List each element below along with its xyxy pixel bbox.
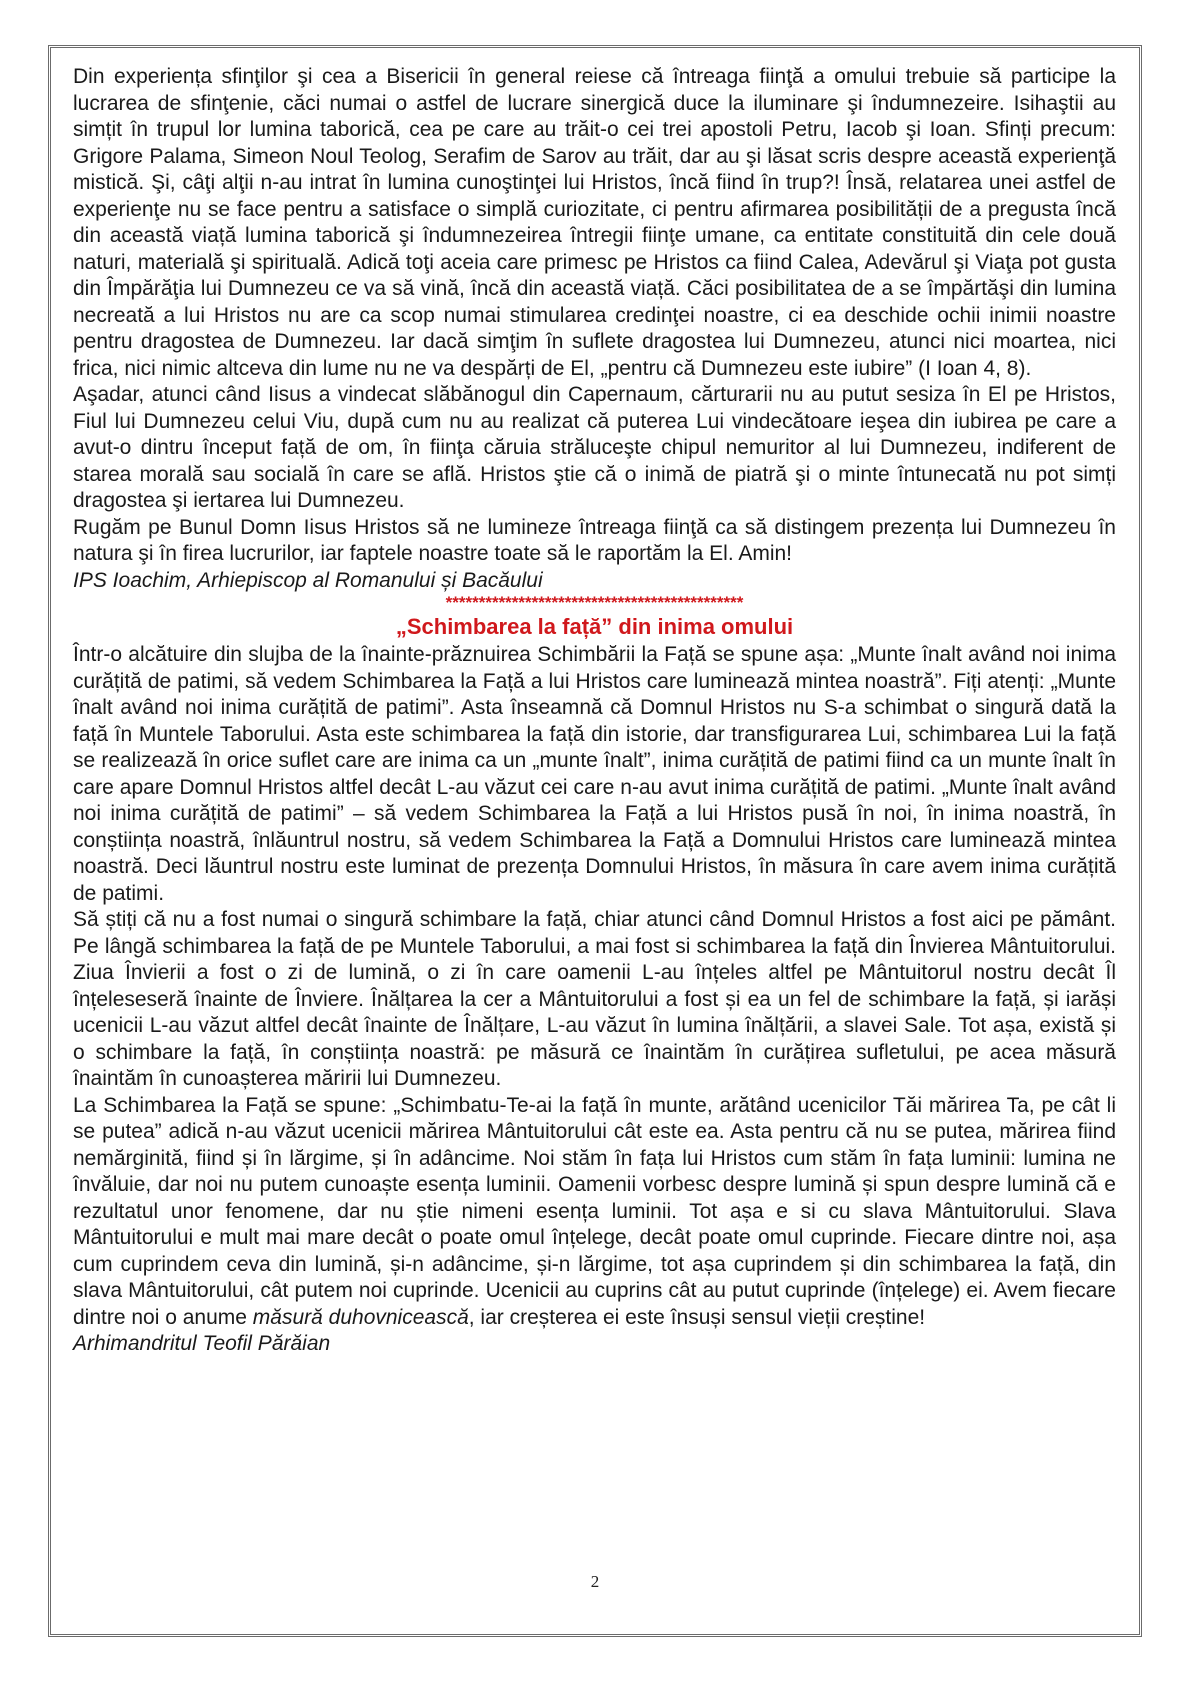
article1-paragraph-3: Rugăm pe Bunul Domn Iisus Hristos să ne lumineze întreaga fiinţă ca să distingem prezența lui Dumnezeu în natura şi în firea lucrurilor, iar faptele noastre toate să le raportăm la El. Amin! [73, 515, 1116, 565]
article2-paragraph-3-text-a: La Schimbarea la Față se spune: „Schimbatu-Te-ai la față în munte, arătând ucenicilor Tăi mărirea Ta, pe cât li se putea” adică n-au văzut ucenicii mărirea Mântuitorului cât este ea. Asta pentru că nu se putea, mărirea fiind nemărginită, fiind și în lărgime, și în adâncime. Noi stăm în fața lui Hristos cum stăm în fața luminii: lumina ne învăluie, dar noi nu putem cunoaște esența luminii. Oamenii vorbesc despre lumină și spun despre lumină că e rezultatul unor fenomene, dar nu știe nimeni esența luminii. Tot așa e si cu slava Mântuitorului. Slava Mântuitorului e mult mai mare decât o poate omul înțelege, decât poate omul cuprinde. Fiecare dintre noi, așa cum cuprindem ceva din lumină, și-n adâncime, și-n lărgime, tot așa cuprindem și din schimbarea la față, din slava Mântuitorului, cât putem noi cuprinde. Ucenicii au cuprins cât au putut cuprinde (înțelege) ei. Avem fiecare dintre noi o anume [73, 1093, 1116, 1329]
article1-signature: IPS Ioachim, Arhiepiscop al Romanului și Bacăului [73, 568, 543, 592]
article1-paragraph-2: Aşadar, atunci când Iisus a vindecat slăbănogul din Capernaum, cărturarii nu au putut sesiza în El pe Hristos, Fiul lui Dumnezeu celui Viu, după cum nu au realizat că puterea Lui vindecătoare ieşea din iubirea pe care a avut-o dintru început față de om, în fiinţa căruia străluceşte chipul nemuritor al lui Dumnezeu, indiferent de starea morală sau socială în care se află. Hristos ştie că o inimă de piatră şi o minte întunecată nu pot simți dragostea şi iertarea lui Dumnezeu. [73, 383, 1116, 512]
article2-paragraph-3-emphasis: măsură duhovnicească [252, 1305, 469, 1329]
page-content [73, 64, 1116, 1358]
article2-paragraph-2: Să știți că nu a fost numai o singură schimbare la față, chiar atunci când Domnul Hristos a fost aici pe pământ. Pe lângă schimbarea la față de pe Muntele Taborului, a mai fost si schimbarea la față din Învierea Mântuitorului. Ziua Învierii a fost o zi de lumină, o zi în care oamenii L-au înțeles altfel pe Mântuitorul nostru decât Îl înțeleseseră înainte de Înviere. Înălțarea la cer a Mântuitorului a fost și ea un fel de schimbare la față, și iarăși ucenicii L-au văzut altfel decât înainte de Înălțare, L-au văzut în lumina înălțării, a slavei Sale. Tot așa, există și o schimbare la față, în conștiința noastră: pe măsură ce înaintăm în curățirea sufletului, pe acea măsură înaintăm în cunoașterea măririi lui Dumnezeu. [73, 908, 1116, 1090]
page-number: 2 [590, 1572, 600, 1591]
article1-paragraph-1: Din experiența sfinţilor şi cea a Bisericii în general reiese că întreaga fiinţă a omului trebuie să participe la lucrarea de sfinţenie, căci numai o astfel de lucrare sinergică duce la iluminare şi îndumnezeire. Isihaştii au simțit în trupul lor lumina taborică, cea pe care au trăit-o cei trei apostoli Petru, Iacob şi Ioan. Sfinți precum: Grigore Palama, Simeon Noul Teolog, Serafim de Sarov au trăit, dar au şi lăsat scris despre această experienţă mistică. Şi, câţi alţii n-au intrat în lumina cunoştinţei lui Hristos, încă fiind în trup?! Însă, relatarea unei astfel de experienţe nu se face pentru a satisface o simplă curiozitate, ci pentru afirmarea posibilității de a pregusta încă din această viață lumina taborică şi îndumnezeirea întregii fiinţe umane, ca entitate constituită din cele două naturi, materială şi spirituală. Adică toţi aceia care primesc pe Hristos ca fiind Calea, Adevărul şi Viaţa pot gusta din Împărăţia lui Dumnezeu ce va să vină, încă din această viață. Căci posibilitatea de a se împărtăşi din lumina necreată a lui Hristos nu are ca scop numai stimularea credinţei noastre, ci ea deschide ochii inimii noastre pentru dragostea de Dumnezeu. Iar dacă simţim în suflete dragostea lui Dumnezeu, atunci nici moartea, nici frica, nici nimic altceva din lume nu ne va despărți de El, „pentru că Dumnezeu este iubire” (I Ioan 4, 8). [73, 65, 1116, 380]
article2-paragraph-3 [73, 1093, 1116, 1332]
article2-title: „Schimbarea la față” din inima omului [395, 614, 794, 639]
separator: ********************************************* [445, 593, 744, 612]
article2-signature: Arhimandritul Teofil Părăian [73, 1332, 331, 1355]
article2-paragraph-3-text-b: , iar creșterea ei este însuși sensul vieții creștine! [468, 1305, 926, 1329]
article2-paragraph-1: Într-o alcătuire din slujba de la înainte-prăznuirea Schimbării la Față se spune așa: „Munte înalt având noi inima curățită de patimi, să vedem Schimbarea la Față a lui Hristos care luminează mintea noastră”. Fiți atenți: „Munte înalt având noi inima curățită de patimi”. Asta înseamnă că Domnul Hristos nu S-a schimbat o singură dată la față în Muntele Taborului. Asta este schimbarea la față din istorie, dar transfigurarea Lui, schimbarea Lui la față se realizează în orice suflet care are inima ca un „munte înalt”, inima curățită de patimi fiind ca un munte înalt în care apare Domnul Hristos altfel decât L-au văzut cei care n-au avut inima curățită de patimi. „Munte înalt având noi inima curățită de patimi” – să vedem Schimbarea la Față a lui Hristos pusă în noi, în inima noastră, în conștiința noastră, înlăuntrul nostru, să vedem Schimbarea la Față a Domnului Hristos care luminează mintea noastră. Deci lăuntrul nostru este luminat de prezența Domnului Hristos, în măsura în care avem inima curățită de patimi. [73, 643, 1116, 905]
